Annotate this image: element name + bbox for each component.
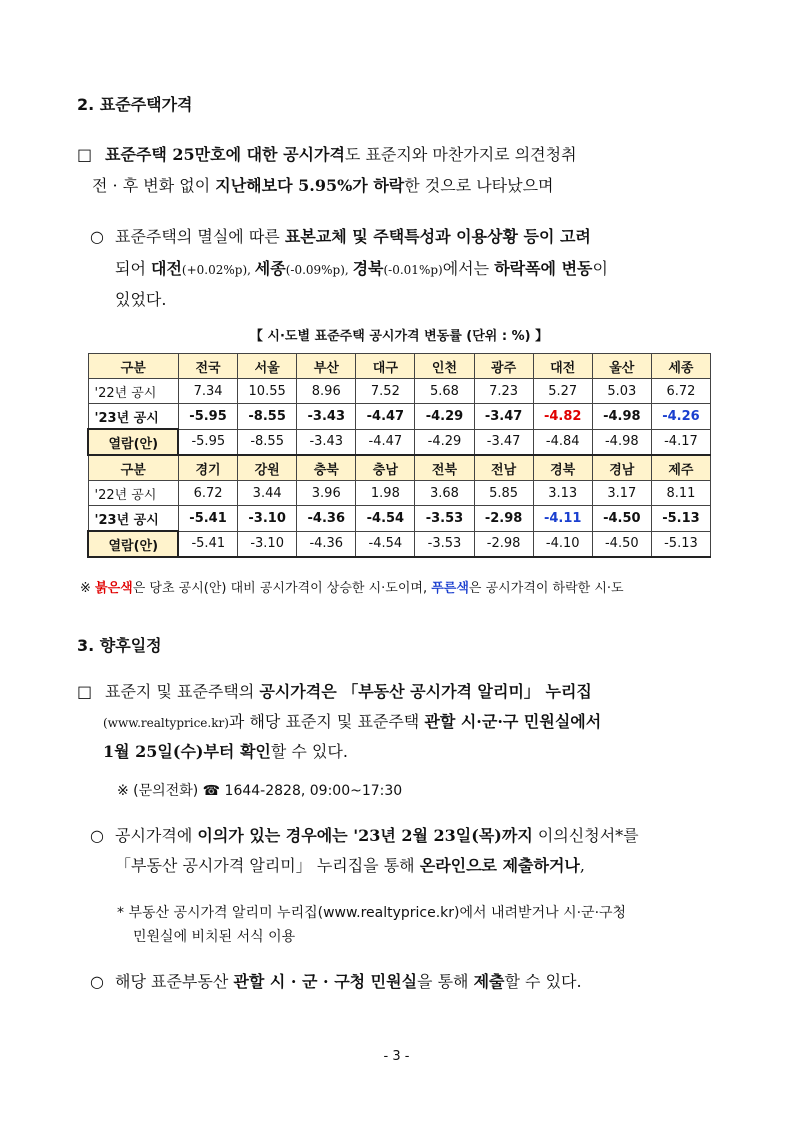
header-cell-region: 경북 xyxy=(533,455,592,481)
value-cell: -4.47 xyxy=(356,404,415,430)
value-cell: -4.47 xyxy=(356,429,415,455)
header-cell-region: 충남 xyxy=(356,455,415,481)
value-cell: -4.10 xyxy=(533,531,592,557)
value-cell: -4.50 xyxy=(592,506,651,532)
header-cell-region: 세종 xyxy=(651,354,710,379)
value-cell: 3.96 xyxy=(297,481,356,506)
text-run: 에서는 xyxy=(442,259,495,278)
section-2-para2-line2 xyxy=(115,258,608,281)
header-cell-category: 구분 xyxy=(88,354,178,379)
color-legend-note xyxy=(80,577,624,596)
value-cell: -3.43 xyxy=(297,404,356,430)
value-cell: 3.17 xyxy=(592,481,651,506)
text-run: 할 수 있다. xyxy=(504,972,582,991)
value-cell: -4.29 xyxy=(415,429,474,455)
text-run: 되어 xyxy=(115,259,151,278)
value-cell: 1.98 xyxy=(356,481,415,506)
header-cell-region: 전남 xyxy=(474,455,533,481)
table-header-row xyxy=(88,354,711,379)
text-run: 관할 시 · 군 · 구청 민원실 xyxy=(233,972,418,991)
value-cell: -5.13 xyxy=(651,531,710,557)
section-3-para3-marker: ○ xyxy=(90,972,104,991)
note-suffix: 은 공시가격이 하락한 시·도 xyxy=(468,581,624,596)
note-blue-word: 푸른색 xyxy=(431,581,469,596)
text-run: 제출 xyxy=(473,972,505,991)
text-run: 경북 xyxy=(352,259,384,278)
page-number: - 3 - xyxy=(383,1049,410,1064)
text-run: 「부동산 공시가격 알리미」 누리집을 통해 xyxy=(115,856,420,875)
table-row xyxy=(88,379,711,404)
price-change-table xyxy=(87,353,711,558)
value-cell: -4.84 xyxy=(533,429,592,455)
text-run: 할 수 있다. xyxy=(270,742,348,761)
table-row xyxy=(88,506,711,532)
row-label: '22년 공시 xyxy=(88,379,178,404)
section-2-para2-marker: ○ xyxy=(90,227,104,246)
header-cell-region: 제주 xyxy=(651,455,710,481)
text-run: 과 해당 표준지 및 표준주택 xyxy=(228,712,425,731)
header-cell-region: 전북 xyxy=(415,455,474,481)
text-run: 1월 25일(수)부터 확인 xyxy=(103,742,271,761)
text-run: 해당 표준부동산 xyxy=(115,972,234,991)
text-run: 한 것으로 나타났으며 xyxy=(404,176,554,195)
text-run: 표준지 및 표준주택의 xyxy=(105,682,260,701)
section-3-para2-line1 xyxy=(115,825,639,847)
header-cell-region: 충북 xyxy=(297,455,356,481)
text-run: 도 표준지와 마찬가지로 의견청취 xyxy=(344,145,577,164)
value-cell: 7.23 xyxy=(474,379,533,404)
value-cell: 8.11 xyxy=(651,481,710,506)
header-cell-region: 서울 xyxy=(238,354,297,379)
header-cell-region: 경기 xyxy=(178,455,237,481)
row-label: '22년 공시 xyxy=(88,481,178,506)
row-label: 열람(안) xyxy=(88,531,178,557)
text-run: 관할 시·군·구 민원실에서 xyxy=(424,712,602,731)
header-cell-category: 구분 xyxy=(88,455,178,481)
section-2-para1-marker: □ xyxy=(77,145,93,164)
text-run: 표준주택 25만호에 대한 공시가격 xyxy=(105,145,345,164)
text-run: 표본교체 및 주택특성과 이용상황 등이 고려 xyxy=(284,227,591,246)
value-cell: -3.10 xyxy=(238,506,297,532)
value-cell: -4.82 xyxy=(533,404,592,430)
header-cell-region: 부산 xyxy=(297,354,356,379)
value-cell: -5.13 xyxy=(651,506,710,532)
section-2-para1-line2 xyxy=(92,175,554,197)
value-cell: -4.36 xyxy=(297,506,356,532)
value-cell: -4.98 xyxy=(592,404,651,430)
value-cell: -4.17 xyxy=(651,429,710,455)
note-red-word: 붉은색 xyxy=(95,581,133,596)
value-cell: 6.72 xyxy=(178,481,237,506)
header-cell-region: 전국 xyxy=(178,354,237,379)
value-cell: -2.98 xyxy=(474,506,533,532)
table-row xyxy=(88,531,711,557)
table-header-row xyxy=(88,455,711,481)
note-mid: 은 당초 공시(안) 대비 공시가격이 상승한 시·도이며, xyxy=(132,581,432,596)
value-cell: 5.85 xyxy=(474,481,533,506)
section-3-para1-marker: □ xyxy=(77,682,93,701)
value-cell: -4.50 xyxy=(592,531,651,557)
header-cell-region: 인천 xyxy=(415,354,474,379)
text-run: , xyxy=(579,856,585,875)
value-cell: -3.43 xyxy=(297,429,356,455)
value-cell: 3.68 xyxy=(415,481,474,506)
section-2-para1-line1 xyxy=(105,144,577,166)
text-run: 공시가격은 「부동산 공시가격 알리미」 누리집 xyxy=(259,682,592,701)
value-cell: 5.27 xyxy=(533,379,592,404)
note-prefix: ※ xyxy=(80,581,96,596)
value-cell: 10.55 xyxy=(238,379,297,404)
section-3-para2-line2 xyxy=(115,855,585,877)
table-row xyxy=(88,429,711,455)
section-3-title: 3. 향후일정 xyxy=(77,636,162,655)
footnote-line2: 민원실에 비치된 서식 이용 xyxy=(133,929,296,945)
section-3-para1-line3 xyxy=(103,741,348,763)
value-cell: 3.13 xyxy=(533,481,592,506)
value-cell: 6.72 xyxy=(651,379,710,404)
value-cell: -3.47 xyxy=(474,404,533,430)
text-run: 이의가 있는 경우에는 '23년 2월 23일(목)까지 xyxy=(197,826,533,845)
value-cell: -3.47 xyxy=(474,429,533,455)
text-run: (+0.02%p), xyxy=(181,263,255,277)
table-title: 【 시·도별 표준주택 공시가격 변동률 (단위 : %) 】 xyxy=(249,329,549,344)
value-cell: -5.95 xyxy=(178,429,237,455)
footnote-line1: * 부동산 공시가격 알리미 누리집(www.realtyprice.kr)에서 내려받거나 시·군·구청 xyxy=(117,905,627,921)
text-run: 전 · 후 변화 없이 xyxy=(92,176,216,195)
value-cell: 5.03 xyxy=(592,379,651,404)
value-cell: -4.54 xyxy=(356,531,415,557)
value-cell: -2.98 xyxy=(474,531,533,557)
value-cell: -4.98 xyxy=(592,429,651,455)
section-2-para2-line3: 있었다. xyxy=(115,290,167,309)
value-cell: -8.55 xyxy=(238,429,297,455)
section-2-title: 2. 표준주택가격 xyxy=(77,95,193,114)
value-cell: -4.11 xyxy=(533,506,592,532)
section-3-para1-line1 xyxy=(105,681,592,703)
value-cell: -8.55 xyxy=(238,404,297,430)
text-run: (www.realtyprice.kr) xyxy=(103,716,229,730)
value-cell: -4.54 xyxy=(356,506,415,532)
text-run: (-0.01%p) xyxy=(383,263,443,277)
section-3-para3-line1 xyxy=(115,971,582,993)
text-run: 이의신청서*를 xyxy=(532,826,639,845)
value-cell: -5.41 xyxy=(178,531,237,557)
text-run: 표준주택의 멸실에 따른 xyxy=(115,227,285,246)
text-run: 온라인으로 제출하거나 xyxy=(419,856,580,875)
section-3-para2-marker: ○ xyxy=(90,826,104,845)
value-cell: -4.26 xyxy=(651,404,710,430)
value-cell: -3.53 xyxy=(415,506,474,532)
row-label: '23년 공시 xyxy=(88,506,178,532)
header-cell-region: 광주 xyxy=(474,354,533,379)
value-cell: -5.41 xyxy=(178,506,237,532)
table-row xyxy=(88,404,711,430)
text-run: (-0.09%p), xyxy=(285,263,353,277)
header-cell-region: 강원 xyxy=(238,455,297,481)
row-label: 열람(안) xyxy=(88,429,178,455)
text-run: 이 xyxy=(592,259,608,278)
row-label: '23년 공시 xyxy=(88,404,178,430)
value-cell: 7.34 xyxy=(178,379,237,404)
header-cell-region: 대구 xyxy=(356,354,415,379)
table-row xyxy=(88,481,711,506)
header-cell-region: 울산 xyxy=(592,354,651,379)
value-cell: -4.36 xyxy=(297,531,356,557)
value-cell: -3.10 xyxy=(238,531,297,557)
value-cell: 5.68 xyxy=(415,379,474,404)
text-run: 대전 xyxy=(151,259,182,278)
section-2-para2-line1 xyxy=(115,226,591,248)
value-cell: 3.44 xyxy=(238,481,297,506)
value-cell: 8.96 xyxy=(297,379,356,404)
value-cell: -3.53 xyxy=(415,531,474,557)
header-cell-region: 대전 xyxy=(533,354,592,379)
text-run: 세종 xyxy=(254,259,286,278)
text-run: 지난해보다 5.95%가 하락 xyxy=(215,176,405,195)
section-3-para1-line2 xyxy=(103,711,601,734)
header-cell-region: 경남 xyxy=(592,455,651,481)
value-cell: -5.95 xyxy=(178,404,237,430)
text-run: 을 통해 xyxy=(417,972,474,991)
text-run: 공시가격에 xyxy=(115,826,198,845)
text-run: 하락폭에 변동 xyxy=(494,259,593,278)
value-cell: -4.29 xyxy=(415,404,474,430)
phone-inquiry: ※ (문의전화) ☎ 1644-2828, 09:00~17:30 xyxy=(117,783,403,799)
value-cell: 7.52 xyxy=(356,379,415,404)
